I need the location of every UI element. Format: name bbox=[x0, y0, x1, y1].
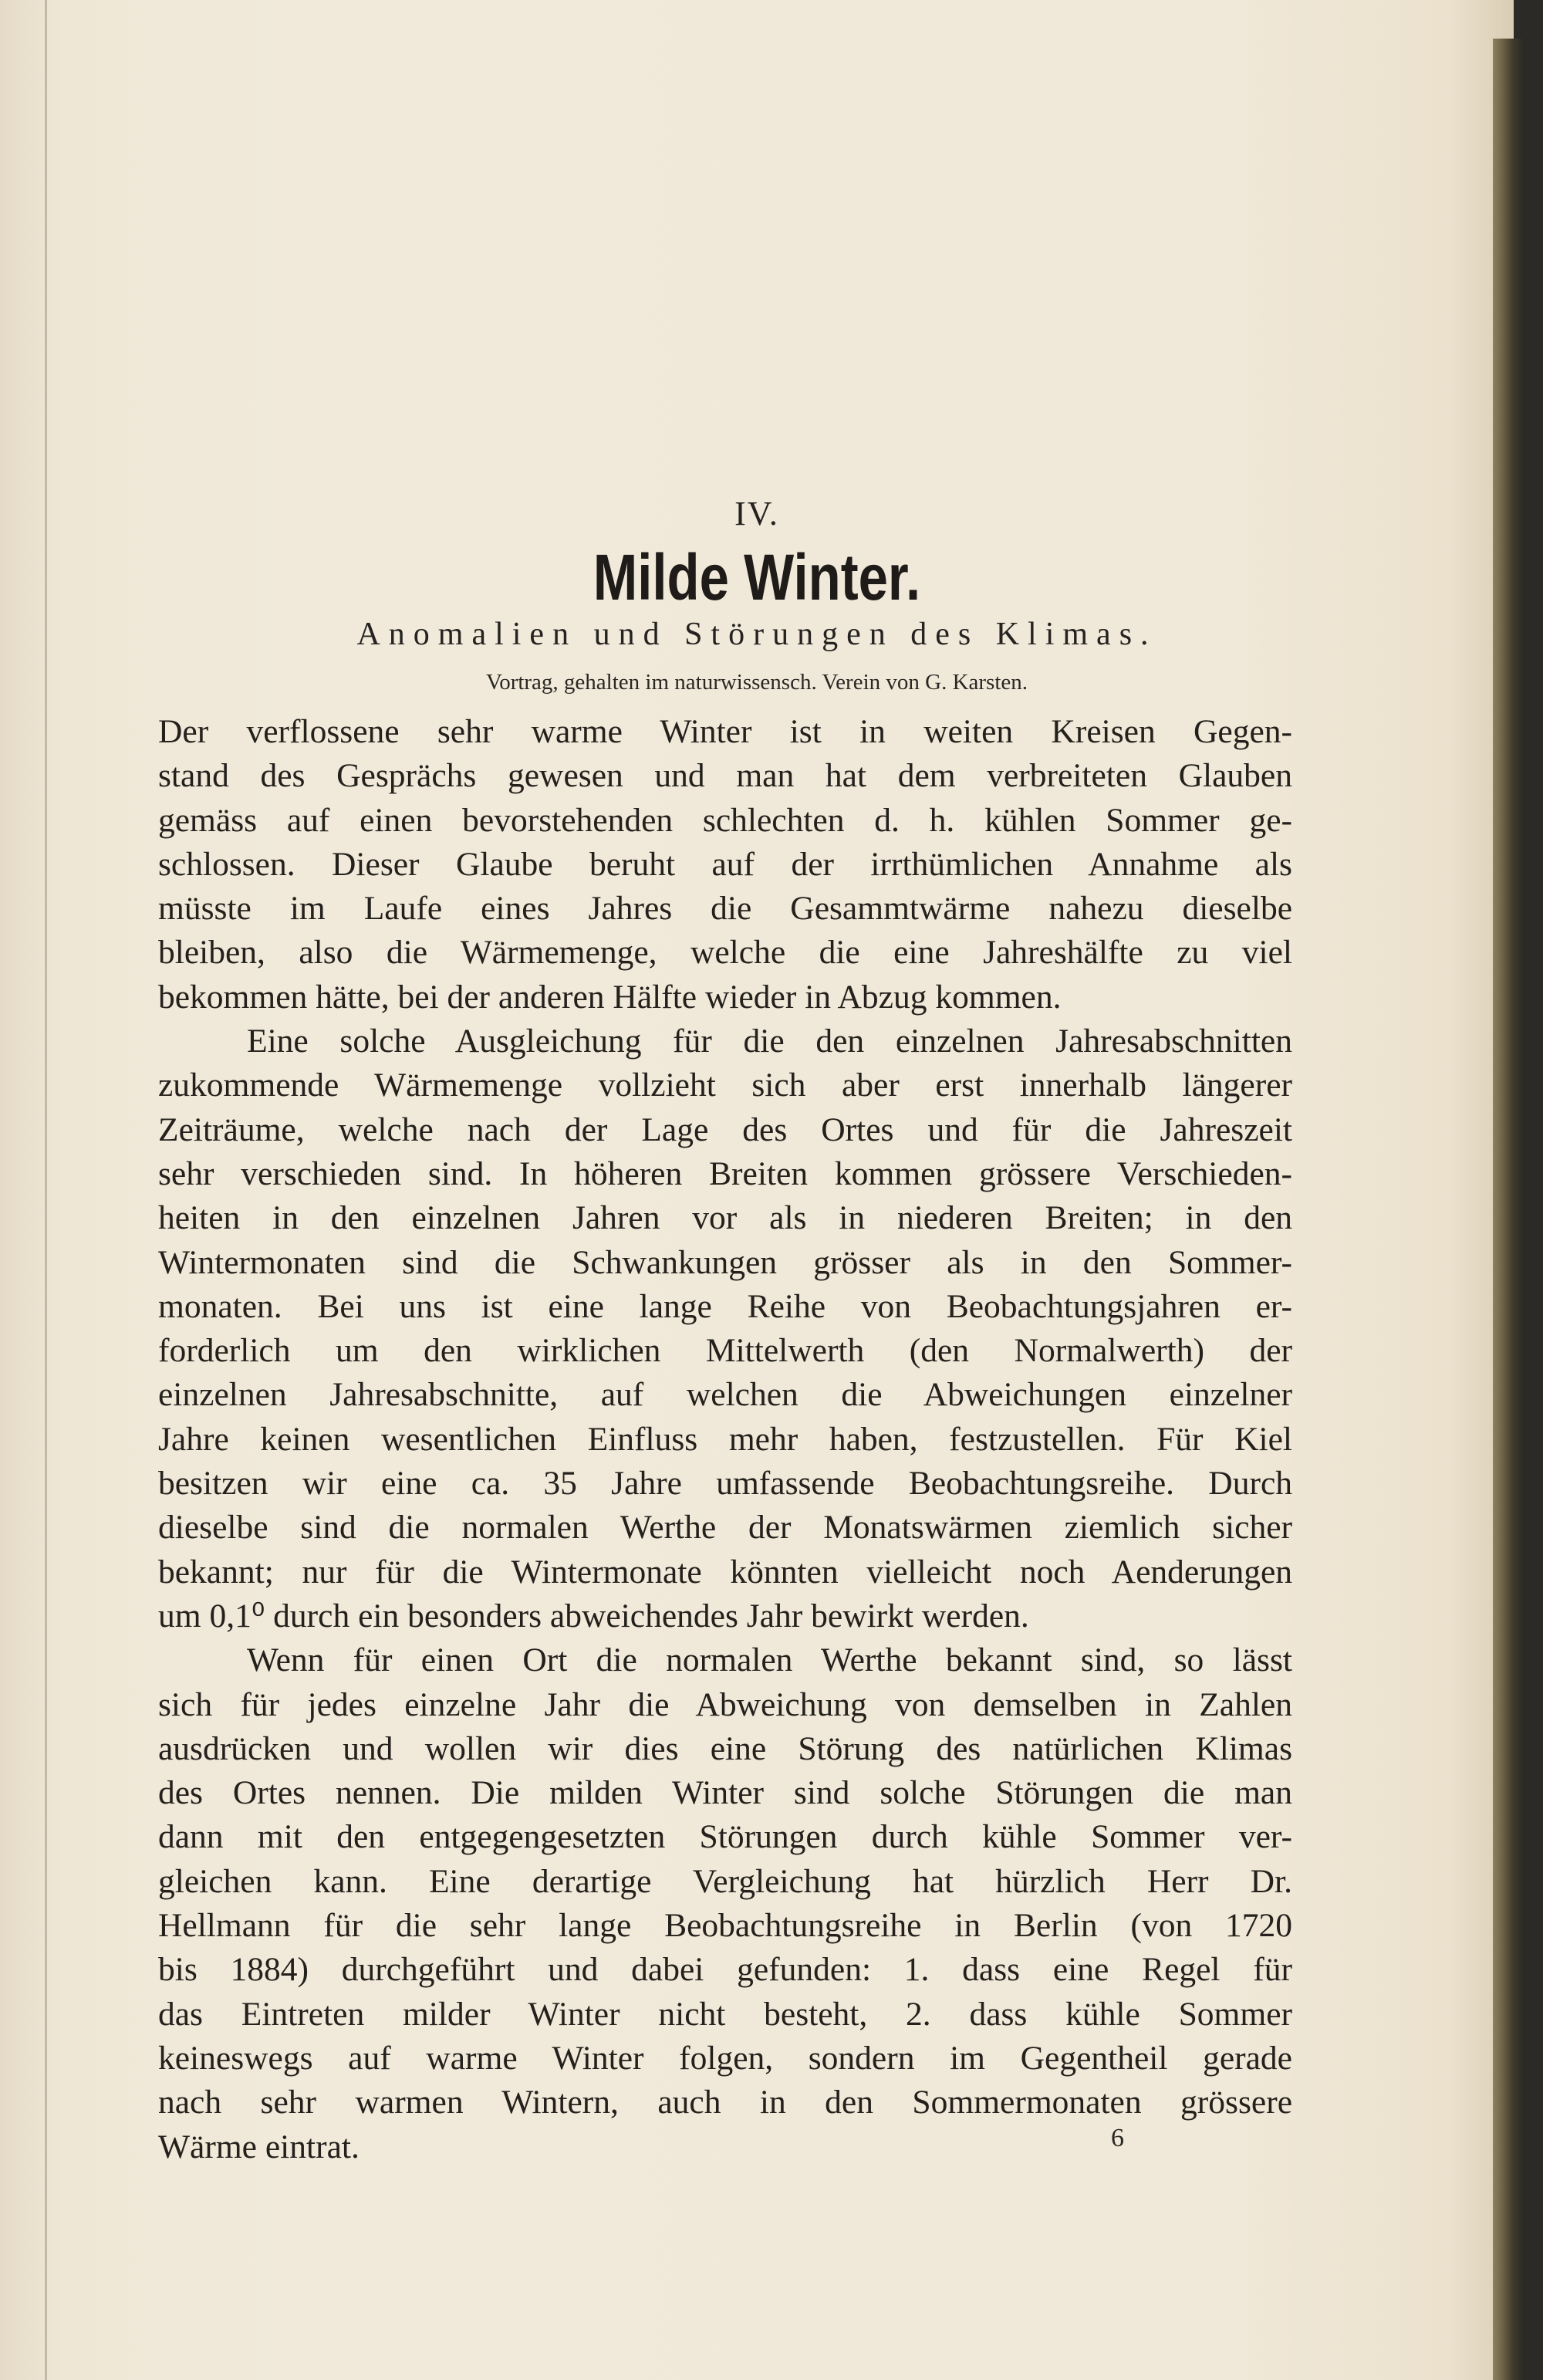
text-line: schlossen. Dieser Glaube beruht auf der irrthümlichen Annahme als bbox=[158, 845, 1292, 883]
page-edge bbox=[1493, 39, 1524, 2380]
chapter-number: IV. bbox=[734, 495, 779, 532]
text-line: stand des Gesprächs gewesen und man hat dem verbreiteten Glauben bbox=[158, 757, 1292, 795]
text-line: sich für jedes einzelne Jahr die Abweichung von demselben in Zahlen bbox=[158, 1685, 1292, 1723]
text-line: nach sehr warmen Wintern, auch in den Sommermonaten grössere bbox=[158, 2084, 1292, 2121]
text-line: sehr verschieden sind. In höheren Breiten kommen grössere Verschieden- bbox=[158, 1155, 1292, 1192]
text-line: Wärme eintrat. bbox=[158, 2128, 360, 2165]
text-line: ausdrücken und wollen wir dies eine Störung des natürlichen Klimas bbox=[158, 1729, 1292, 1767]
text-line: um 0,1⁰ durch ein besonders abweichendes Jahr bewirkt werden. bbox=[158, 1597, 1029, 1635]
text-line: monaten. Bei uns ist eine lange Reihe von Beobachtungsjahren er- bbox=[158, 1287, 1292, 1325]
text-line: keineswegs auf warme Winter folgen, sondern im Gegentheil gerade bbox=[158, 2039, 1292, 2077]
text-line: das Eintreten milder Winter nicht besteht, 2. dass kühle Sommer bbox=[158, 1995, 1292, 2033]
text-line: bleiben, also die Wärmemenge, welche die eine Jahreshälfte zu viel bbox=[158, 934, 1292, 972]
text-line: bekannt; nur für die Wintermonate könnten vielleicht noch Aenderungen bbox=[158, 1553, 1292, 1591]
text-line: dieselbe sind die normalen Werthe der Monatswärmen ziemlich sicher bbox=[158, 1509, 1292, 1547]
text-line: forderlich um den wirklichen Mittelwerth (den Normalwerth) der bbox=[158, 1332, 1292, 1370]
text-line: gleichen kann. Eine derartige Vergleichung hat hürzlich Herr Dr. bbox=[158, 1862, 1292, 1900]
text-line: Der verflossene sehr warme Winter ist in weiten Kreisen Gegen- bbox=[158, 713, 1292, 750]
signature-mark: 6 bbox=[1111, 2124, 1124, 2152]
text-line: müsste im Laufe eines Jahres die Gesammtwärme nahezu dieselbe bbox=[158, 890, 1292, 928]
text-line: bekommen hätte, bei der anderen Hälfte wieder in Abzug kommen. bbox=[158, 978, 1062, 1016]
text-line: Eine solche Ausgleichung für die den einzelnen Jahresabschnitten bbox=[247, 1023, 1292, 1060]
text-line: Jahre keinen wesentlichen Einfluss mehr haben, festzustellen. Für Kiel bbox=[158, 1420, 1292, 1458]
text-line: einzelnen Jahresabschnitte, auf welchen die Abweichungen einzelner bbox=[158, 1376, 1292, 1414]
text-line: besitzen wir eine ca. 35 Jahre umfassende Beobachtungsreihe. Durch bbox=[158, 1465, 1292, 1503]
text-line: Hellmann für die sehr lange Beobachtungsreihe in Berlin (von 1720 bbox=[158, 1907, 1292, 1945]
text-line: bis 1884) durchgeführt und dabei gefunden: 1. dass eine Regel für bbox=[158, 1951, 1292, 1989]
gutter-shadow bbox=[45, 0, 47, 2380]
body-text bbox=[158, 710, 1292, 2169]
text-line: Wintermonaten sind die Schwankungen grösser als in den Sommer- bbox=[158, 1243, 1292, 1281]
text-line: gemäss auf einen bevorstehenden schlechten d. h. kühlen Sommer ge- bbox=[158, 801, 1292, 839]
text-line: heiten in den einzelnen Jahren vor als in niederen Breiten; in den bbox=[158, 1199, 1292, 1237]
text-line: des Ortes nennen. Die milden Winter sind solche Störungen die man bbox=[158, 1774, 1292, 1812]
text-line: zukommende Wärmemenge vollzieht sich aber erst innerhalb längerer bbox=[158, 1067, 1292, 1104]
chapter-title: Milde Winter. bbox=[593, 541, 921, 614]
chapter-subtitle: Anomalien und Störungen des Klimas. bbox=[356, 617, 1157, 652]
text-line: dann mit den entgegengesetzten Störungen durch kühle Sommer ver- bbox=[158, 1818, 1292, 1856]
text-line: Zeiträume, welche nach der Lage des Ortes und für die Jahreszeit bbox=[158, 1111, 1292, 1148]
text-line: Wenn für einen Ort die normalen Werthe bekannt sind, so lässt bbox=[247, 1641, 1292, 1679]
lecture-note: Vortrag, gehalten im naturwissensch. Verein von G. Karsten. bbox=[485, 670, 1028, 695]
